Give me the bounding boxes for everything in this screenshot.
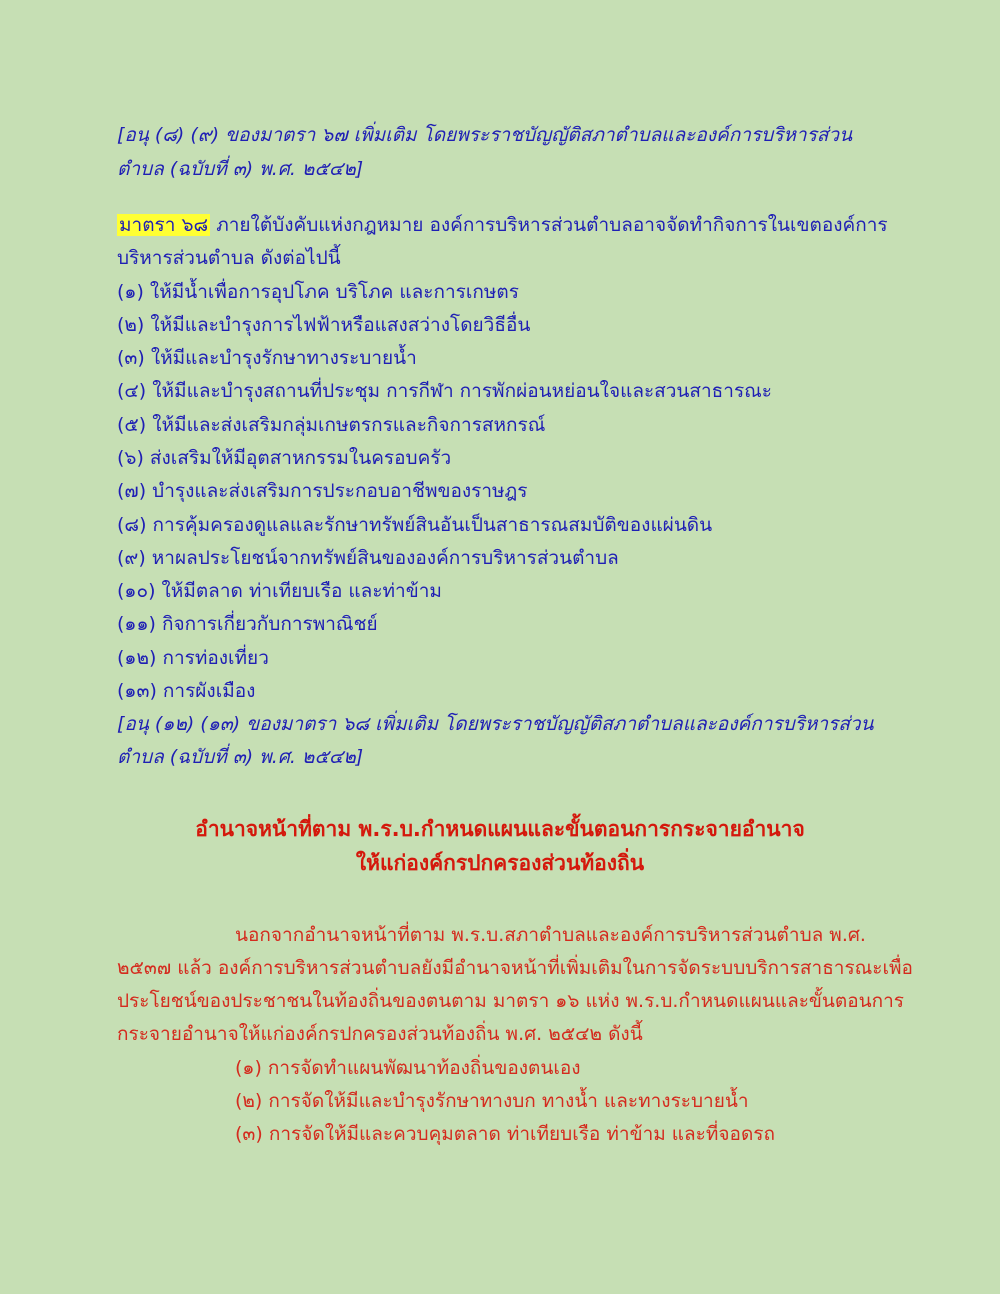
section68-item: (๔) ให้มีและบำรุงสถานที่ประชุม การกีฬา การพักผ่อนหย่อนใจและสวนสาธารณะ <box>117 380 772 402</box>
paragraph-line1: นอกจากอำนาจหน้าที่ตาม พ.ร.บ.สภาตำบลและองค์การบริหารส่วนตำบล พ.ศ. <box>235 924 866 946</box>
note-bottom-line1: [อนุ (๑๒) (๑๓) ของมาตรา ๖๘ เพิ่มเติม โดยพระราชบัญญัติสภาตำบลและองค์การบริหารส่วน <box>117 713 874 735</box>
section68-item: (๖) ส่งเสริมให้มีอุตสาหกรรมในครอบครัว <box>117 447 452 469</box>
section68-intro <box>117 212 888 238</box>
section68-item: (๑) ให้มีน้ำเพื่อการอุปโภค บริโภค และการเกษตร <box>117 281 519 303</box>
section68-item: (๑๑) กิจการเกี่ยวกับการพาณิชย์ <box>117 613 378 635</box>
section68-item: (๑๐) ให้มีตลาด ท่าเทียบเรือ และท่าข้าม <box>117 580 442 602</box>
paragraph-line2: ๒๕๓๗ แล้ว องค์การบริหารส่วนตำบลยังมีอำนาจหน้าที่เพิ่มเติมในการจัดระบบบริการสาธารณะเพื่อ <box>117 957 913 979</box>
section68-label: มาตรา ๖๘ <box>119 214 209 236</box>
section68-item: (๑๒) การท่องเที่ยว <box>117 647 269 669</box>
duty-item: (๒) การจัดให้มีและบำรุงรักษาทางบก ทางน้ำ และทางระบายน้ำ <box>235 1090 749 1112</box>
section68-item: (๓) ให้มีและบำรุงรักษาทางระบายน้ำ <box>117 347 417 369</box>
paragraph-line3: ประโยชน์ของประชาชนในท้องถิ่นของตนตาม มาตรา ๑๖ แห่ง พ.ร.บ.กำหนดแผนและขั้นตอนการ <box>117 990 905 1012</box>
duty-item: (๑) การจัดทำแผนพัฒนาท้องถิ่นของตนเอง <box>235 1057 581 1079</box>
section-heading-line1: อำนาจหน้าที่ตาม พ.ร.บ.กำหนดแผนและขั้นตอนการกระจายอำนาจ <box>195 817 805 841</box>
note-top-line2: ตำบล (ฉบับที่ ๓) พ.ศ. ๒๕๔๒] <box>117 158 364 180</box>
section68-intro-text: ภายใต้บังคับแห่งกฎหมาย องค์การบริหารส่วนตำบลอาจจัดทำกิจการในเขตองค์การ <box>210 214 888 236</box>
section68-item: (๘) การคุ้มครองดูแลและรักษาทรัพย์สินอันเป็นสาธารณสมบัติของแผ่นดิน <box>117 514 713 536</box>
section68-item: (๙) หาผลประโยชน์จากทรัพย์สินขององค์การบริหารส่วนตำบล <box>117 547 619 569</box>
duty-item: (๓) การจัดให้มีและควบคุมตลาด ท่าเทียบเรือ ท่าข้าม และที่จอดรถ <box>235 1123 776 1145</box>
section68-item: (๕) ให้มีและส่งเสริมกลุ่มเกษตรกรและกิจการสหกรณ์ <box>117 414 546 436</box>
section68-intro-line2: บริหารส่วนตำบล ดังต่อไปนี้ <box>117 247 341 269</box>
section68-item: (๑๓) การผังเมือง <box>117 680 256 702</box>
section-heading-line2: ให้แก่องค์กรปกครองส่วนท้องถิ่น <box>355 851 645 875</box>
section68-item: (๒) ให้มีและบำรุงการไฟฟ้าหรือแสงสว่างโดยวิธีอื่น <box>117 314 531 336</box>
paragraph-line4: กระจายอำนาจให้แก่องค์กรปกครองส่วนท้องถิ่น พ.ศ. ๒๕๔๒ ดังนี้ <box>117 1023 643 1045</box>
note-bottom-line2: ตำบล (ฉบับที่ ๓) พ.ศ. ๒๕๔๒] <box>117 746 364 768</box>
section68-item: (๗) บำรุงและส่งเสริมการประกอบอาชีพของราษฎร <box>117 480 528 502</box>
note-top-line1: [อนุ (๘) (๙) ของมาตรา ๖๗ เพิ่มเติม โดยพระราชบัญญัติสภาตำบลและองค์การบริหารส่วน <box>117 124 853 146</box>
